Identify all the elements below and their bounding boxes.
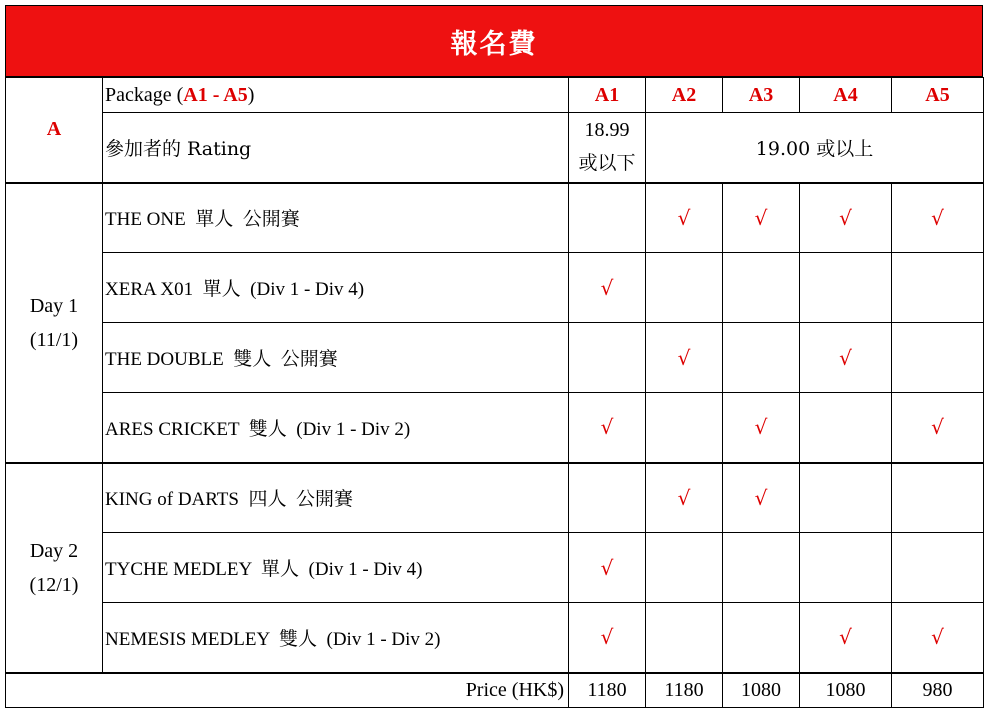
package-cell-a1 [569, 183, 646, 253]
check-mark-icon: √ [931, 205, 944, 230]
check-mark-icon: √ [754, 205, 768, 230]
event-row [6, 323, 984, 393]
package-range: A1 - A5 [183, 83, 248, 106]
package-cell-a5 [892, 463, 984, 533]
package-cell-a5 [892, 533, 984, 603]
event-row [6, 463, 984, 533]
package-cell-a5 [892, 393, 984, 463]
check-mark-icon: √ [931, 625, 944, 650]
event-row [6, 253, 984, 323]
package-cell-a1 [569, 533, 646, 603]
package-cell-a3 [723, 393, 800, 463]
event-name: XERA X01 單人 (Div 1 - Div 4) [103, 253, 569, 323]
check-mark-icon: √ [839, 205, 852, 230]
event-name: THE DOUBLE 雙人 公開賽 [103, 323, 569, 393]
price-a5: 980 [892, 673, 984, 708]
check-mark-icon: √ [600, 415, 614, 440]
day-date: (11/1) [29, 328, 79, 351]
fee-sheet [5, 5, 983, 708]
package-cell-a2 [646, 533, 723, 603]
page-title: 報名費 [5, 5, 983, 77]
package-header-a2: A2 [646, 78, 723, 113]
check-mark-icon: √ [677, 205, 691, 230]
package-label-suffix: ) [247, 83, 255, 106]
day-name: Day 2 [29, 539, 79, 562]
check-mark-icon: √ [600, 555, 614, 580]
event-name: THE ONE 單人 公開賽 [103, 183, 569, 253]
event-name: KING of DARTS 四人 公開賽 [103, 463, 569, 533]
fee-table [5, 77, 984, 708]
package-header-a5: A5 [892, 78, 984, 113]
package-cell-a4 [800, 463, 892, 533]
check-mark-icon: √ [754, 415, 768, 440]
package-label [103, 78, 569, 113]
package-cell-a1 [569, 323, 646, 393]
day-name: Day 1 [29, 294, 79, 317]
package-header-a4: A4 [800, 78, 892, 113]
price-a2: 1180 [646, 673, 723, 708]
check-mark-icon: √ [931, 415, 944, 440]
package-cell-a1 [569, 253, 646, 323]
check-mark-icon: √ [600, 275, 614, 300]
package-cell-a2 [646, 253, 723, 323]
price-label: Price (HK$) [6, 673, 569, 708]
package-cell-a4 [800, 533, 892, 603]
package-cell-a4 [800, 393, 892, 463]
package-label-prefix: Package ( [105, 83, 184, 106]
package-cell-a3 [723, 323, 800, 393]
package-cell-a4 [800, 603, 892, 673]
rating-a1-value: 18.99 [584, 119, 630, 142]
package-cell-a2 [646, 183, 723, 253]
package-cell-a5 [892, 253, 984, 323]
event-name: TYCHE MEDLEY 單人 (Div 1 - Div 4) [103, 533, 569, 603]
package-header-a3: A3 [723, 78, 800, 113]
package-cell-a4 [800, 183, 892, 253]
group-a-label: A [6, 78, 103, 183]
price-row [6, 673, 984, 708]
package-cell-a3 [723, 603, 800, 673]
package-cell-a2 [646, 393, 723, 463]
check-mark-icon: √ [677, 345, 691, 370]
rating-others: 19.00 或以上 [646, 113, 984, 183]
rating-a1 [569, 113, 646, 183]
package-cell-a4 [800, 323, 892, 393]
price-a3: 1080 [723, 673, 800, 708]
package-cell-a4 [800, 253, 892, 323]
event-name: ARES CRICKET 雙人 (Div 1 - Div 2) [103, 393, 569, 463]
package-cell-a1 [569, 463, 646, 533]
check-mark-icon: √ [600, 625, 614, 650]
package-cell-a3 [723, 463, 800, 533]
fee-table-body [6, 78, 984, 708]
package-cell-a3 [723, 253, 800, 323]
event-row [6, 533, 984, 603]
day-group-label [6, 463, 103, 673]
check-mark-icon: √ [839, 625, 852, 650]
event-row [6, 183, 984, 253]
package-header-a1: A1 [569, 78, 646, 113]
rating-row [6, 113, 984, 183]
check-mark-icon: √ [839, 345, 852, 370]
package-header-row [6, 78, 984, 113]
package-cell-a2 [646, 463, 723, 533]
day-group-label [6, 183, 103, 463]
package-cell-a2 [646, 323, 723, 393]
package-cell-a1 [569, 393, 646, 463]
event-row [6, 393, 984, 463]
event-name: NEMESIS MEDLEY 雙人 (Div 1 - Div 2) [103, 603, 569, 673]
day-date: (12/1) [29, 573, 79, 596]
package-cell-a1 [569, 603, 646, 673]
rating-label: 參加者的 Rating [103, 113, 569, 183]
price-a4: 1080 [800, 673, 892, 708]
package-cell-a5 [892, 323, 984, 393]
package-cell-a5 [892, 183, 984, 253]
price-a1: 1180 [569, 673, 646, 708]
package-cell-a2 [646, 603, 723, 673]
event-row [6, 603, 984, 673]
rating-a1-qualifier: 或以下 [578, 152, 636, 175]
package-cell-a3 [723, 533, 800, 603]
check-mark-icon: √ [754, 485, 768, 510]
package-cell-a3 [723, 183, 800, 253]
package-cell-a5 [892, 603, 984, 673]
check-mark-icon: √ [677, 485, 691, 510]
